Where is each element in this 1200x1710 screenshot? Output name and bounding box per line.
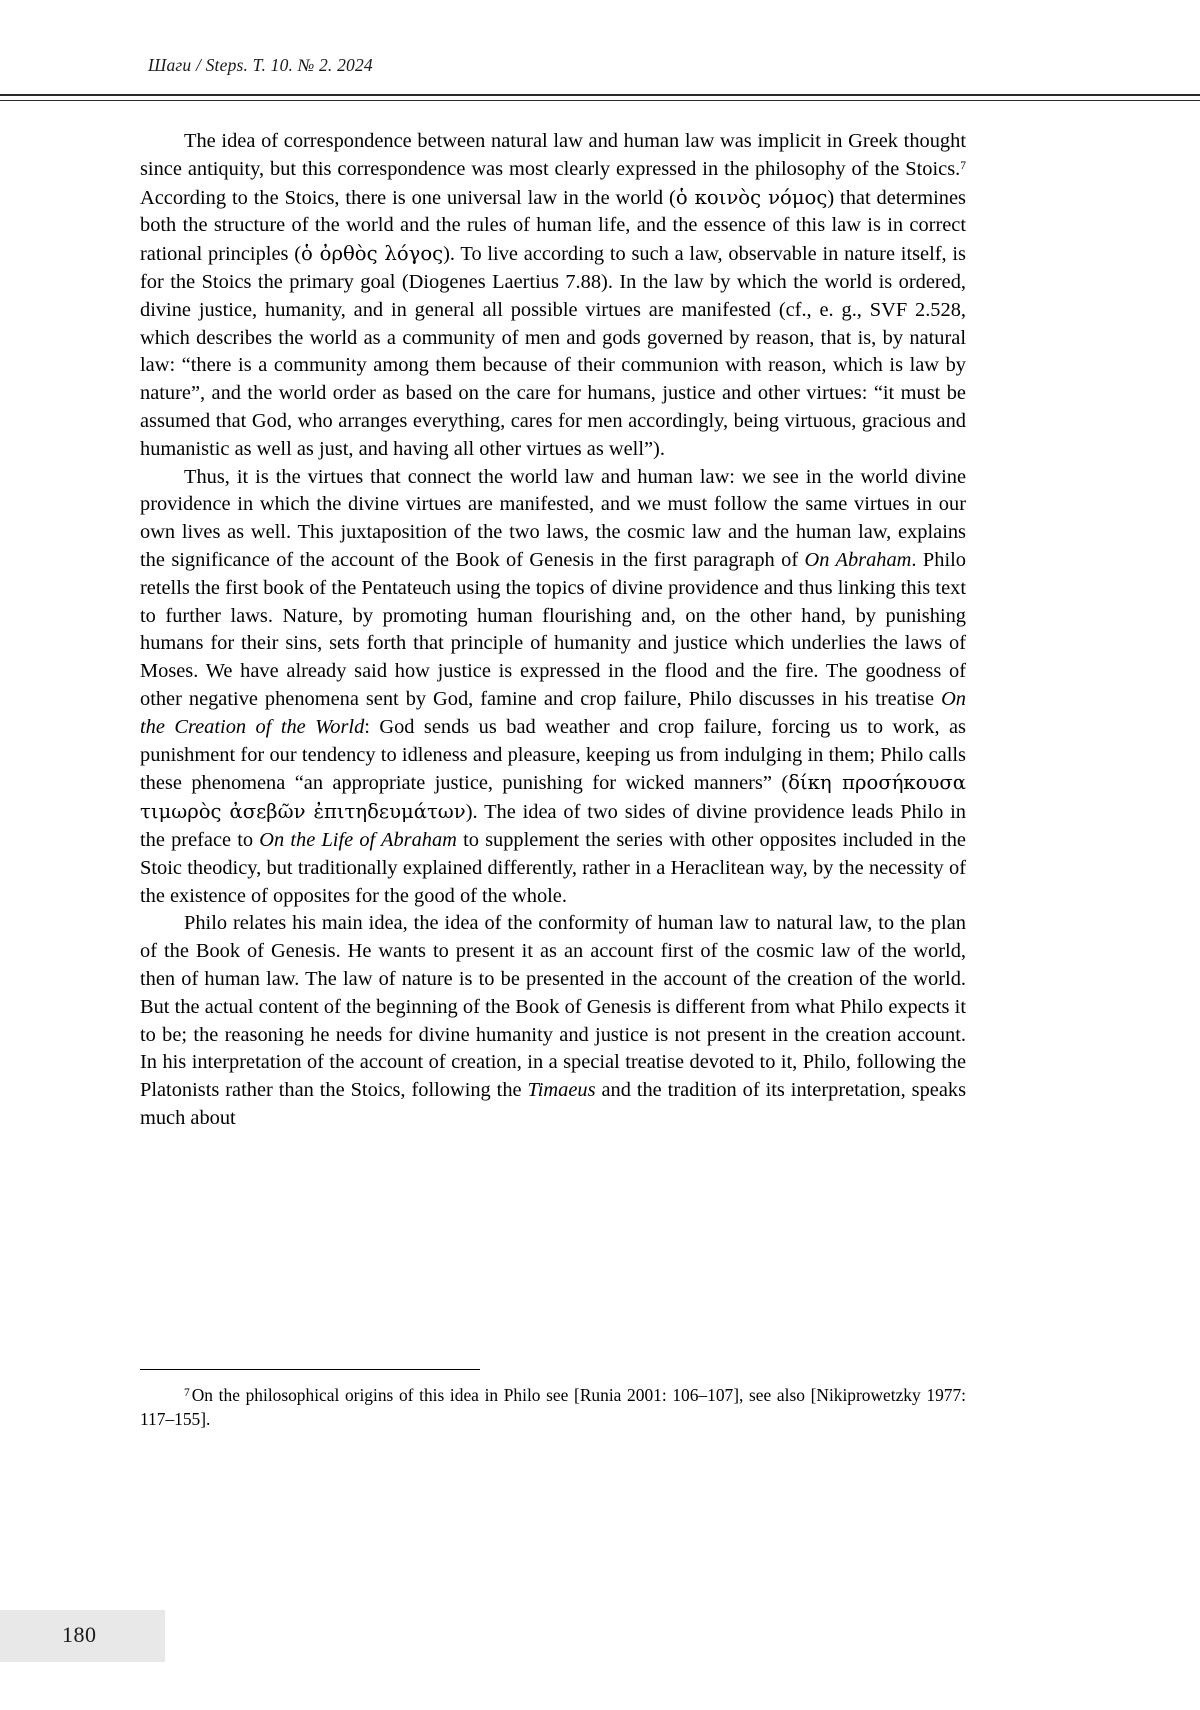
footnote-7: [140, 1381, 966, 1431]
page-number: 180: [62, 1622, 97, 1647]
footnote-number: 7: [184, 1387, 190, 1399]
paragraph-2-text-d: ). The idea of two sides of divine providence leads Philo in the preface to: [140, 801, 966, 851]
paragraph-2-text-a: Thus, it is the virtues that connect the world law and human law: we see in the world divine providence in which the divine virtues are manifested, and we must follow the same virtues in our own lives as well. This juxtaposition of the two laws, the cosmic law and the human law, explains the significance of the account of the Book of Genesis in the first paragraph of: [140, 465, 966, 571]
paragraph-1-text-a: The idea of correspondence between natural law and human law was implicit in Greek thought since antiquity, but this correspondence was most clearly expressed in the philosophy of the Stoics.: [140, 130, 966, 180]
greek-phrase-dike-prosekousa: δίκη προσήκουσα τιμωρὸς ἀσεβῶν ἐπιτηδευμάτων: [140, 771, 966, 824]
paragraph-1: [140, 128, 966, 464]
greek-phrase-koinos-nomos: ὁ κοινὸς νόμος: [675, 185, 828, 209]
paragraph-2-text-b: . Philo retells the first book of the Pentateuch using the topics of divine providence and thus linking this text to further laws. Nature, by promoting human flourishing and, on the other hand, by punishing humans for their sins, sets forth that principle of humanity and justice which underlies the laws of Moses. We have already said how justice is expressed in the flood and the fire. The goodness of other negative phenomena sent by God, famine and crop failure, Philo discusses in his treatise: [140, 548, 966, 710]
paragraph-3-text-b: and the tradition of its interpretation, speaks much about: [140, 1079, 966, 1129]
paragraph-1-text-c: ) that determines both the structure of the world and the rules of human life, and the essence of this law is in correct rational principles (: [140, 186, 966, 266]
greek-phrase-orthos-logos: ὁ ὀρθὸς λόγος: [300, 242, 444, 266]
paragraph-2: [140, 464, 966, 911]
body-text-column: [140, 128, 966, 1133]
running-head: Шаги / Steps. Т. 10. № 2. 2024: [148, 55, 373, 75]
title-on-the-life-of-abraham: On the Life of Abraham: [259, 828, 457, 851]
paragraph-2-text-c: : God sends us bad weather and crop failure, forcing us to work, as punishment for our tendency to idleness and pleasure, keeping us from indulging in them; Philo calls these phenomena “an appropriate justice, punishing for wicked manners” (: [140, 715, 966, 795]
header-rule-thin: [0, 100, 1200, 101]
paragraph-1-text-d: ). To live according to such a law, observable in nature itself, is for the Stoics the primary goal (Diogenes Laertius 7.88). In the law by which the world is ordered, divine justice, humanity, and in general all possible virtues are manifested (cf., e. g., SVF 2.528, which describes the world as a community of men and gods governed by reason, that is, by natural law: “there is a community among them because of their communion with reason, which is law by nature”, and the world order as based on the care for humans, justice and other virtues: “it must be assumed that God, who arranges everything, cares for men accordingly, being virtuous, gracious and humanistic as well as just, and having all other virtues as well”).: [140, 243, 966, 460]
paragraph-3: [140, 910, 966, 1132]
header-rule-thick: [0, 94, 1200, 96]
footnote-separator-rule: [140, 1369, 480, 1370]
title-on-abraham: On Abraham: [804, 548, 912, 571]
title-timaeus: Timaeus: [527, 1079, 596, 1102]
paragraph-1-text-b: According to the Stoics, there is one universal law in the world (: [140, 186, 676, 209]
footnote-text: On the philosophical origins of this idea in Philo see [Runia 2001: 106–107], see also [Nikiprowetzky 1977: 117–155].: [140, 1385, 966, 1429]
title-on-the-creation-of-the-world: On the Creation of the World: [140, 687, 966, 738]
paragraph-3-text-a: Philo relates his main idea, the idea of the conformity of human law to natural law, to the plan of the Book of Genesis. He wants to present it as an account first of the cosmic law of the world, then of human law. The law of nature is to be presented in the account of the creation of the world. But the actual content of the beginning of the Book of Genesis is different from what Philo expects it to be; the reasoning he needs for divine humanity and justice is not present in the creation account. In his interpretation of the account of creation, in a special treatise devoted to it, Philo, following the Platonists rather than the Stoics, following the: [140, 912, 966, 1102]
footnote-marker-7[interactable]: 7: [960, 159, 966, 172]
paragraph-2-text-e: to supplement the series with other opposites included in the Stoic theodicy, but traditionally explained differently, rather in a Heraclitean way, by the necessity of the existence of opposites for the good of the whole.: [140, 828, 966, 907]
